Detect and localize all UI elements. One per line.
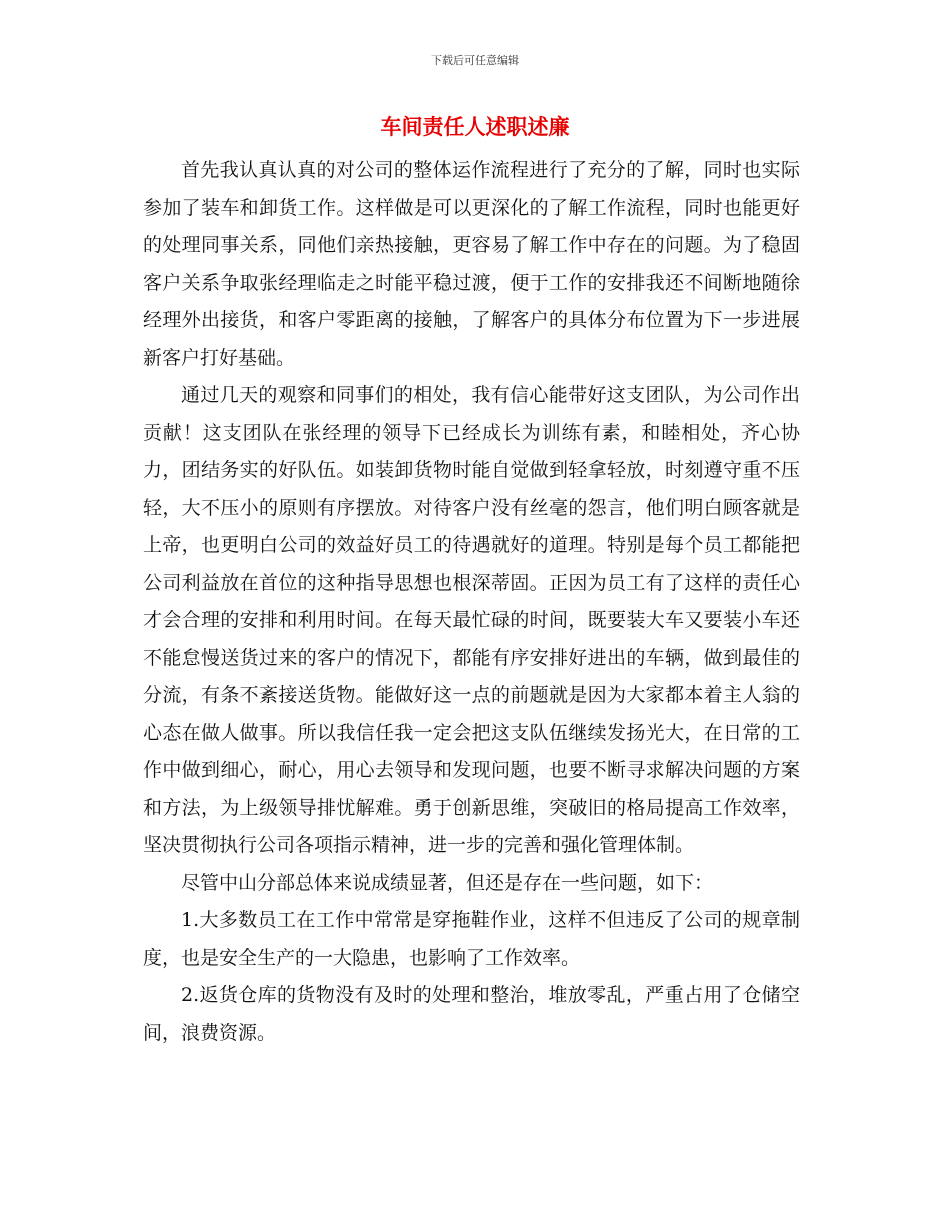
- paragraph-intro: 首先我认真认真的对公司的整体运作流程进行了充分的了解，同时也实际参加了装车和卸货工作。这样做是可以更深化的了解工作流程，同时也能更好的处理同事关系，同他们亲热接触，更容易了解工作中存在的问题。为了稳固客户关系争取张经理临走之时能平稳过渡，便于工作的安排我还不间断地随徐经理外出接货，和客户零距离的接触，了解客户的具体分布位置为下一步进展新客户打好基础。: [143, 159, 800, 369]
- document-body: [143, 152, 800, 1052]
- paragraph-problem-1: 1.大多数员工在工作中常常是穿拖鞋作业，这样不但违反了公司的规章制度，也是安全生产的一大隐患，也影响了工作效率。: [143, 909, 800, 969]
- paragraph-problem-2: 2.返货仓库的货物没有及时的处理和整治，堆放零乱，严重占用了仓储空间，浪费资源。: [143, 984, 800, 1044]
- document-title: 车间责任人述职述廉: [380, 114, 570, 139]
- header-note: 下载后可任意编辑: [431, 54, 519, 67]
- paragraph-team: 通过几天的观察和同事们的相处，我有信心能带好这支团队，为公司作出贡献！这支团队在张经理的领导下已经成长为训练有素，和睦相处，齐心协力，团结务实的好队伍。如装卸货物时能自觉做到轻拿轻放，时刻遵守重不压轻，大不压小的原则有序摆放。对待客户没有丝毫的怨言，他们明白顾客就是上帝，也更明白公司的效益好员工的待遇就好的道理。特别是每个员工都能把公司利益放在首位的这种指导思想也根深蒂固。正因为员工有了这样的责任心才会合理的安排和利用时间。在每天最忙碌的时间，既要装大车又要装小车还不能怠慢送货过来的客户的情况下，都能有序安排好进出的车辆，做到最佳的分流，有条不紊接送货物。能做好这一点的前题就是因为大家都本着主人翁的心态在做人做事。所以我信任我一定会把这支队伍继续发扬光大，在日常的工作中做到细心，耐心，用心去领导和发现问题，也要不断寻求解决问题的方案和方法，为上级领导排忧解难。勇于创新思维，突破旧的格局提高工作效率，坚决贯彻执行公司各项指示精神，进一步的完善和强化管理体制。: [143, 384, 800, 856]
- paragraph-problems-intro: 尽管中山分部总体来说成绩显著，但还是存在一些问题，如下：: [181, 871, 714, 894]
